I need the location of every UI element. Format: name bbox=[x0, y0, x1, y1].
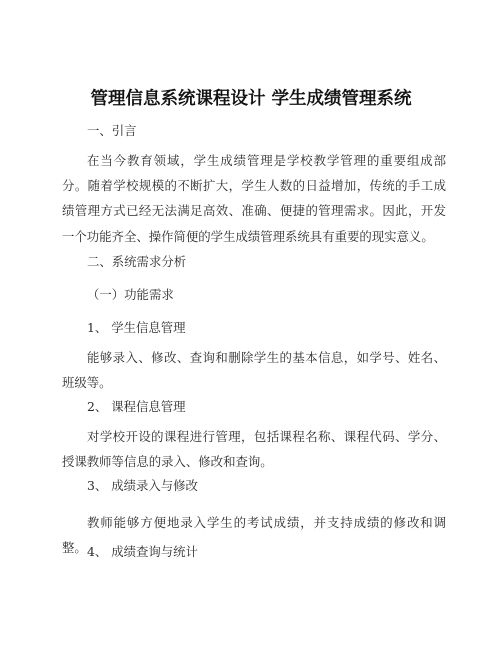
item-heading-course-info: 2、 课程信息管理 bbox=[87, 399, 186, 414]
section-heading-intro: 一、引言 bbox=[87, 123, 137, 138]
intro-paragraph: 在当今教育领域，学生成绩管理是学校教学管理的重要组成部分。随着学校规模的不断扩大，学生人数的日益增加，传统的手工成绩管理方式已经无法满足高效、准确、便捷的管理需求。因此，开发一个功能齐全、操作简便的学生成绩管理系统具有重要的现实意义。 bbox=[62, 153, 446, 244]
item-heading-grade-entry: 3、 成绩录入与修改 bbox=[87, 478, 198, 493]
item-text-course-info: 对学校开设的课程进行管理，包括课程名称、课程代码、学分、授课教师等信息的录入、修改和查询。 bbox=[62, 429, 446, 470]
section-heading-requirements: 二、系统需求分析 bbox=[87, 254, 187, 269]
subsection-heading-functional: （一）功能需求 bbox=[87, 287, 174, 302]
item-heading-grade-query: 4、 成绩查询与统计 bbox=[87, 544, 198, 559]
item-text-student-info: 能够录入、修改、查询和删除学生的基本信息，如学号、姓名、班级等。 bbox=[62, 350, 446, 391]
item-heading-student-info: 1、 学生信息管理 bbox=[87, 320, 186, 335]
document-title: 管理信息系统课程设计 学生成绩管理系统 bbox=[90, 89, 412, 109]
item-text-grade-entry: 教师能够方便地录入学生的考试成绩，并支持成绩的修改和调整。 bbox=[62, 515, 446, 556]
